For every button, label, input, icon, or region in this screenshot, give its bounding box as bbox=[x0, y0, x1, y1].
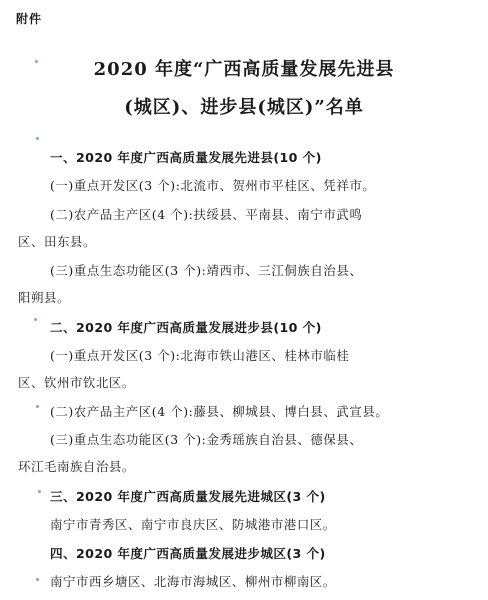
scan-speck bbox=[36, 405, 39, 408]
section-heading-1: 一、2020 年度广西高质量发展先进县(10 个) bbox=[50, 150, 322, 165]
scan-speck bbox=[34, 318, 37, 321]
section-heading-3: 三、2020 年度广西高质量发展先进城区(3 个) bbox=[50, 489, 326, 504]
scan-speck bbox=[38, 490, 41, 493]
section-1-line-2: (二)农产品主产区(4 个):扶绥县、平南县、南宁市武鸣 bbox=[50, 207, 363, 222]
section-1-line-3: 区、田东县。 bbox=[18, 234, 96, 249]
document-title-line-1: 2020 年度“广西高质量发展先进县 bbox=[93, 59, 395, 80]
section-1-line-5: 阳朔县。 bbox=[18, 290, 70, 305]
section-heading-2: 二、2020 年度广西高质量发展进步县(10 个) bbox=[50, 320, 322, 335]
scan-speck bbox=[35, 60, 38, 63]
document-title-line-2: (城区)、进步县(城区)”名单 bbox=[124, 97, 364, 118]
section-1-line-1: (一)重点开发区(3 个):北流市、贺州市平桂区、凭祥市。 bbox=[50, 178, 376, 193]
section-2-line-4: (三)重点生态功能区(3 个):金秀瑶族自治县、德保县、 bbox=[50, 432, 363, 447]
section-2-line-1: (一)重点开发区(3 个):北海市铁山港区、桂林市临桂 bbox=[50, 348, 350, 363]
section-2-line-5: 环江毛南族自治县。 bbox=[18, 459, 135, 474]
section-2-line-3: (二)农产品主产区(4 个):藤县、柳城县、博白县、武宣县。 bbox=[50, 404, 389, 419]
section-heading-4: 四、2020 年度广西高质量发展进步城区(3 个) bbox=[50, 546, 326, 561]
section-2-line-2: 区、钦州市钦北区。 bbox=[18, 375, 135, 390]
scan-speck bbox=[36, 137, 39, 140]
attachment-label: 附件 bbox=[16, 12, 43, 26]
section-3-line-1: 南宁市青秀区、南宁市良庆区、防城港市港口区。 bbox=[50, 517, 336, 532]
section-4-line-1: 南宁市西乡塘区、北海市海城区、柳州市柳南区。 bbox=[50, 574, 336, 589]
section-1-line-4: (三)重点生态功能区(3 个):靖西市、三江侗族自治县、 bbox=[50, 263, 363, 278]
scan-speck bbox=[36, 578, 39, 581]
